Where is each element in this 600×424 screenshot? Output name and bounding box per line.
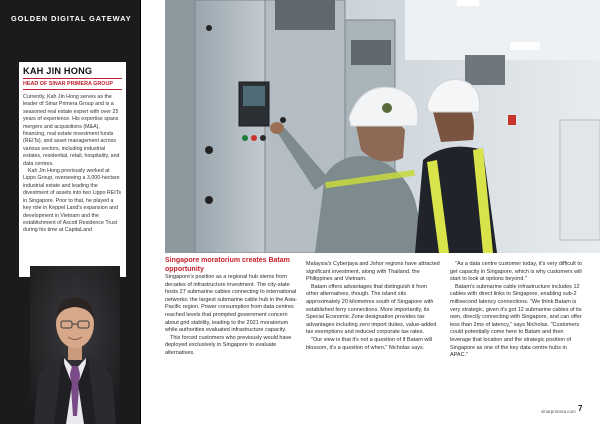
portrait-photo <box>30 266 120 424</box>
bio-name: KAH JIN HONG <box>23 66 93 76</box>
bio-divider <box>23 78 122 79</box>
article-column-3 <box>450 261 585 360</box>
article-subheading: Singapore moratorium creates Batam opportunity <box>165 257 290 273</box>
footer-url: sinarprimera.com <box>541 409 576 414</box>
page-number: 7 <box>578 404 583 413</box>
article-paragraph: Malaysia's Cyberjaya and Johor regions have attracted significant investment, along with Thailand, the Philippines and Vietnam. <box>306 261 440 283</box>
article-column-2 <box>306 261 441 352</box>
bio-paragraph: Kah Jin Hong previously worked at Lippo Group, overseeing a 3,000-hectare industrial estate and leading the divestment of assets into two Lippo REITs in Singapore. Prior to that, he played a key role in Keppel Land's expansion and development in Vietnam and the establishment of Ascott Residence Trust during his time at CapitaLand <box>23 168 122 234</box>
bio-text <box>23 94 123 235</box>
article-paragraph: This forced customers who previously would have deployed exclusively in Singapore to evaluate alternatives. <box>165 334 292 356</box>
hero-photo <box>165 0 600 253</box>
article-column-1 <box>165 257 300 358</box>
bio-role: HEAD OF SINAR PRIMERA GROUP <box>23 81 113 87</box>
section-title: GOLDEN DIGITAL GATEWAY <box>11 14 132 23</box>
bio-divider <box>23 89 122 90</box>
article-paragraph: "As a data centre customer today, it's very difficult to get capacity in Singapore, which is why customers will start to look at options beyond." <box>450 261 582 283</box>
bio-paragraph: Currently, Kah Jin Hong serves as the leader of Sinar Primera Group and is a seasoned real estate expert with over 25 years of experience. His expertise spans mergers and acquisitions (M&A), financing, real estate investment funds (REITs), and asset management across various sectors, including industrial estates, residential, retail, hospitality, and data centres. <box>23 94 120 167</box>
article-paragraph: "Our view is that it's not a question of if Batam will blossom, it's a question of when," Nicholas says. <box>306 336 432 351</box>
article-paragraph: Batam offers advantages that distinguish it from other alternatives, though. The island sits approximately 20 kilometres south of Singapore with established ferry connections. More importantly, its Special Economic Zone designation provides tax advantages including zero import duties, value-added tax exemptions and reduced corporate tax rates. <box>306 283 437 336</box>
article-paragraph: Singapore's position as a regional hub stems from decades of infrastructure investment. The city-state hosts 27 submarine cables connecting to international networks: the largest submarine cable hub in the Asia-Pacific region. Power consumption from data centres reached levels that prompted government concern about grid stability, leading to the 2021 moratorium while authorities evaluated infrastructure capacity. <box>165 274 298 334</box>
sidebar <box>0 0 141 424</box>
bio-card <box>19 62 126 277</box>
article-paragraph: Batam's submarine cable infrastructure includes 12 cables with direct links to Singapore, enabling sub-2 millisecond latency connections. "We think Batam is very strategic, given it's got 12 submarine cables of its own, directly connecting with Singapore, and can offer less than 2ms of latency," says Nicholas. "Customers could potentially come here to Batam and then leverage that location and the strategic position of Singapore as one of the key data centre hubs in APAC." <box>450 283 582 359</box>
